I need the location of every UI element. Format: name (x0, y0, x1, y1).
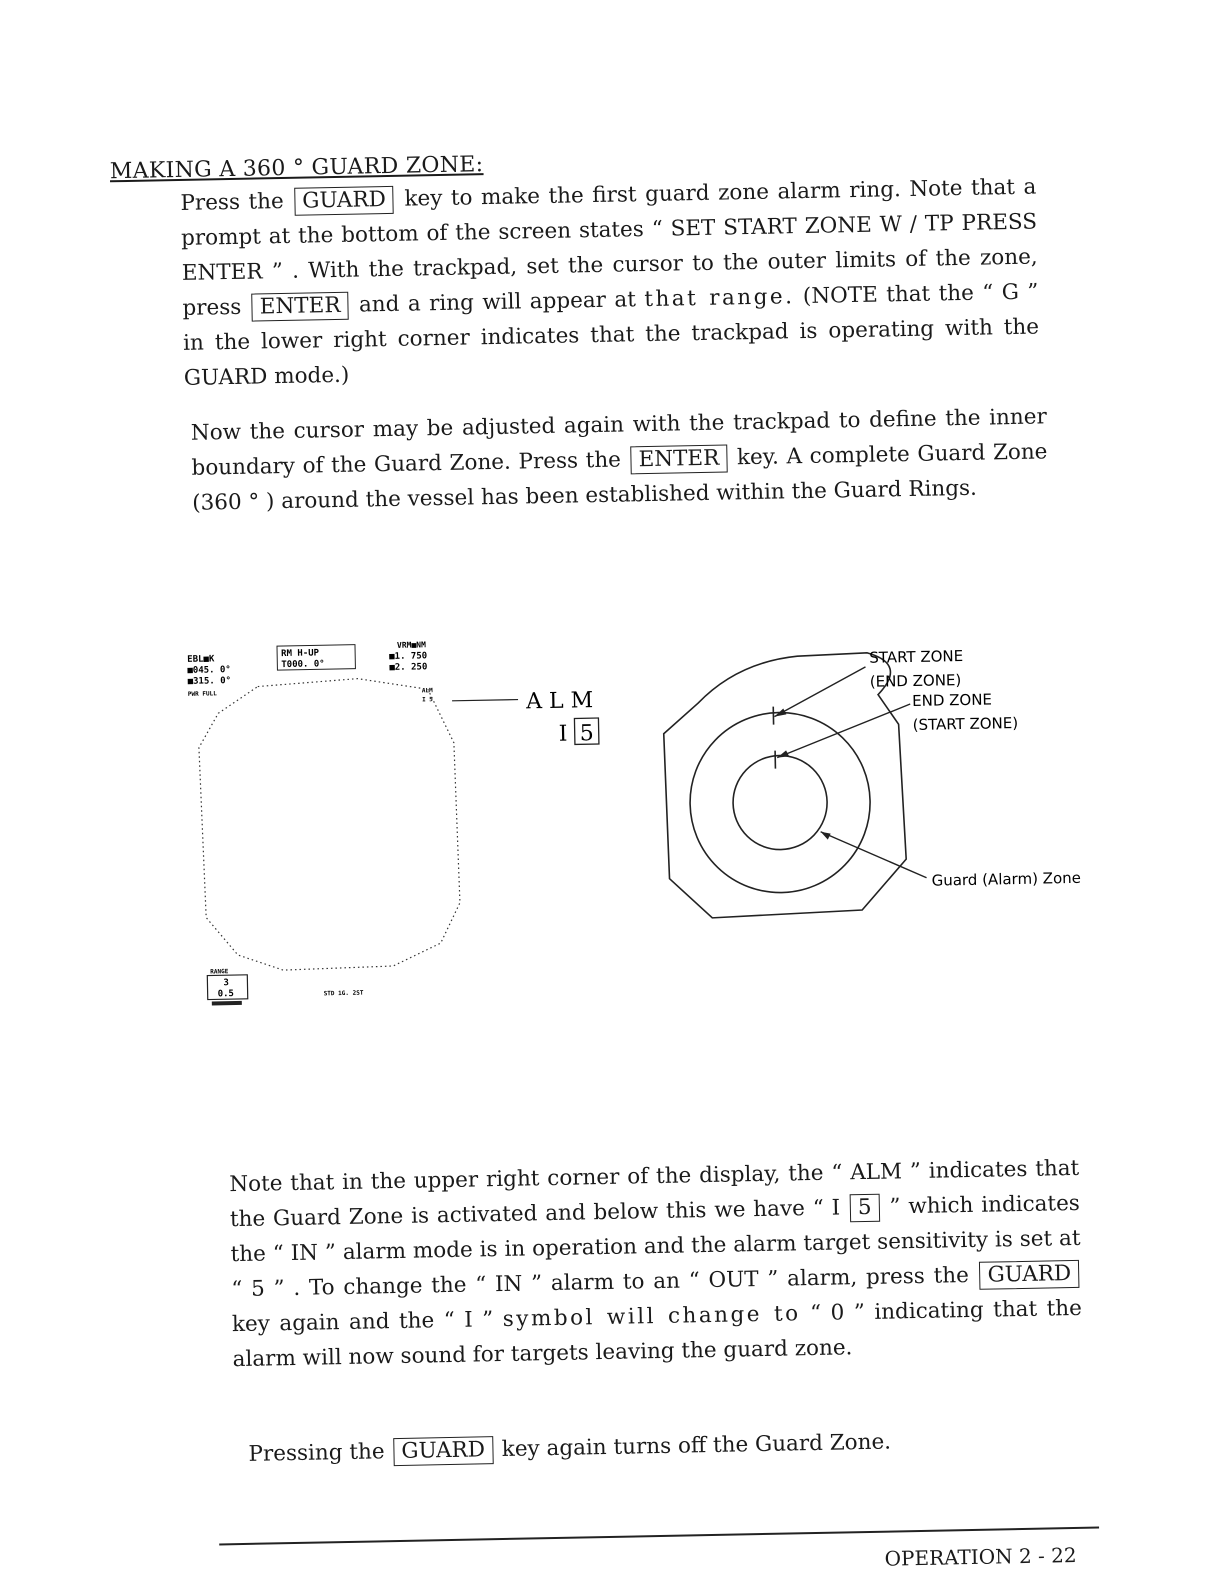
ebl-value-2: ■315. 0° (188, 676, 232, 687)
range-bar (212, 1001, 242, 1006)
power-status: PWR FULL (188, 690, 217, 698)
ebl-label: EBL■K (187, 654, 215, 665)
para2-text-1: Now the cursor may be adjusted again with the trackpad to define the inner boundary of the Guard Zone. Press the (191, 404, 1047, 480)
section-heading-text: MAKING A 360 ° GUARD ZONE: (110, 152, 484, 184)
guard-zone-arrowhead (821, 832, 831, 840)
para3-text-4: “ 0 ” indicating that the alarm will now sound for targets leaving the guard zone. (232, 1296, 1082, 1372)
start-zone-paren-label: (START ZONE) (912, 714, 1018, 734)
end-zone-paren-label: (END ZONE) (870, 671, 962, 691)
para2-text-2: key. A complete Guard Zone (360 ° ) around the vessel has been established within the Guard Rings. (192, 439, 1048, 515)
guard-zone-diagrams (177, 620, 1124, 1018)
vrm-value-1: ■1. 750 (389, 651, 427, 662)
range-sub-value: 0.5 (218, 989, 234, 999)
para3-text-3: key again and the “ I ” (232, 1307, 494, 1337)
enter-key-label: ENTER (252, 292, 349, 322)
vrm-value-2: ■2. 250 (389, 662, 427, 673)
para4-text-2: key again turns off the Guard Zone. (502, 1430, 892, 1462)
end-zone-label: END ZONE (912, 690, 992, 710)
display-bottom-text: STD 1G. 2ST (324, 990, 364, 998)
heading-value: T000. 0° (281, 659, 325, 670)
paragraph-inner-boundary (191, 399, 1049, 520)
alm-small-label: ALM (422, 687, 433, 694)
alm-callout-line (452, 700, 518, 701)
para3-text-1: Note that in the upper right corner of the display, the “ ALM ” indicates that the Guard Zone is activated and below this we have “ I (229, 1156, 1079, 1232)
footer-page-label: OPERATION 2 - 22 (884, 1543, 1076, 1571)
section-heading (110, 152, 484, 184)
para1-text-1: Press the (180, 189, 284, 216)
enter-key-label: ENTER (630, 444, 727, 474)
start-zone-leader (774, 667, 867, 717)
para1-text-3b: that range. (644, 284, 795, 312)
alm-callout-i: I (558, 722, 567, 747)
guard-key-label: GUARD (294, 186, 394, 216)
alm-sensitivity-value: 5 (579, 721, 593, 746)
para1-text-2: key to make the first guard zone alarm ring. Note that a prompt at the bottom of the screen states “ SET START ZONE W / TP PRESS ENTER ” . With the trackpad, set the cursor to the outer limits of the zone, press (181, 175, 1038, 321)
para4-text-1: Pressing the (248, 1439, 385, 1467)
alm-callout-label: A L M (525, 688, 593, 714)
inner-guard-ring (732, 755, 828, 851)
radar-display-illustration (187, 637, 604, 1006)
guard-zone-schematic (662, 645, 1081, 919)
para1-text-3: and a ring will appear at (359, 287, 636, 317)
paragraph-turn-off (248, 1421, 1099, 1472)
range-label: RANGE (210, 968, 229, 975)
end-zone-arrowhead (777, 750, 789, 757)
paragraph-making-zone (180, 170, 1040, 396)
alm-small-value: I 5 (422, 696, 433, 703)
para3-text-3b: symbol will change to (503, 1301, 801, 1332)
paragraph-alm-indicator (229, 1151, 1083, 1377)
radar-screen-outline (198, 677, 462, 972)
guard-key-label: GUARD (979, 1260, 1079, 1290)
mode-text: RM H-UP (281, 648, 320, 659)
para1-text-4: (NOTE that the “ G ” in the lower right corner indicates that the trackpad is operating with the GUARD mode.) (183, 279, 1039, 390)
end-zone-leader (776, 704, 911, 758)
display-outline (662, 652, 907, 919)
footer-rule (219, 1527, 1099, 1546)
para3-text-2: ” which indicates the “ IN ” alarm mode is in operation and the alarm target sensitivity is set at “ 5 ” . To change the “ IN ” alarm to an “ OUT ” alarm, press the (230, 1191, 1080, 1302)
sensitivity-key-label: 5 (850, 1194, 880, 1223)
start-zone-label: START ZONE (869, 647, 963, 667)
vrm-label: VRM■NM (397, 640, 426, 650)
guard-key-label: GUARD (393, 1436, 493, 1466)
ebl-value-1: ■045. 0° (187, 665, 231, 676)
outer-guard-ring (688, 711, 871, 894)
guard-alarm-zone-label: Guard (Alarm) Zone (931, 869, 1081, 890)
range-value: 3 (223, 978, 229, 988)
